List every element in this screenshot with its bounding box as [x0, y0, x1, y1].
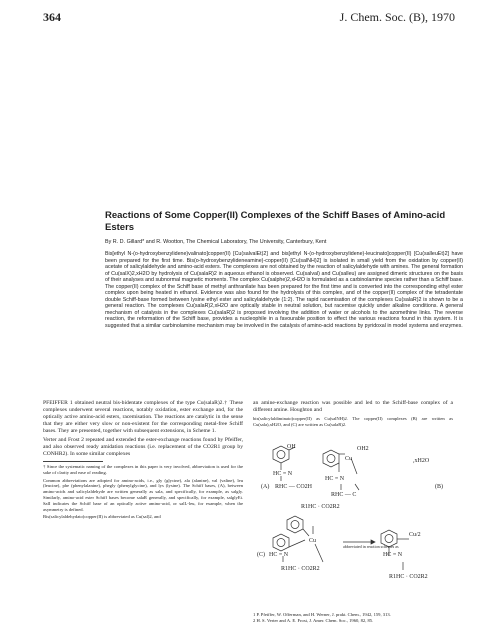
cu-label-b: Cu — [345, 456, 353, 462]
cu-label-c: Cu — [309, 538, 317, 544]
left-column — [43, 400, 243, 522]
cu2-label: Cu/2 — [409, 532, 421, 538]
benzene-ring-b — [323, 450, 339, 467]
abstract-text: Bis[ethyl N-(o-hydroxybenzylidene)valinato]copper(II) [Cu(salvalEt)2] and bis[ethyl N-(o-hydroxybenzylidene)-leucinato]copper(II) [Cu(salleuEt)2] have been prepared for the first time. Bis(o-hydroxybenzylideneamine)-copper(II) [Cu(salNH)2] is isolated in small yield from the oxidation by copper(II) acetate of salicylaldehyde and amino-acid esters. The complexes are not obtained by the reaction of salicylaldehyde with amines. The general formation of Cu(salX)2,xH2O by hydrolysis of Cu(salaR)2 in aqueous ethanol is observed. Cu(salval) and Cu(salleu) are assigned dimeric structures on the basis of their analyses and subnormal magnetic moments. The complex Cu(salphe)2,xH2O is formulated as a carbinolamine species rather than a Schiff base. The copper(II) complex of the Schiff base of methyl anthranilate has been prepared for the first time and is converted into the corresponding ethyl ester complex upon being heated in ethanol. Evidence was also found for the hydrolysis of this complex, and of the copper(II) complex of the tetradentate double Schiff-base formed between lysine ethyl ester and salicylaldehyde (1:2). The rapid racemisation of the complexes Cu(salaR)2 is shown to be a general reaction. The complexes Cu(salaR)2,xH2O are optically stable in neutral solution, but racemise quickly under alkaline conditions. A general mechanism of catalysis in the complexes Cu(salaR)2 is proposed involving the addition of water or alcohols to the azomethine links. The reverse reaction, the reformation of the Schiff base, provides a nucleophile in a favourable position to effect the various reactions found in this system. It is suggested that a similar carbinolamine mechanism may be involved in the catalysis of amino-acid reactions by pyridoxal in model systems and enzymes. — [105, 251, 463, 329]
article-title: Reactions of Some Copper(II) Complexes of the Schiff Bases of Amino-acid Esters — [105, 210, 446, 233]
oh2-label: OH2 — [357, 446, 369, 452]
hc-n-label: HC = N — [273, 471, 293, 477]
reference-2: 2 H. S. Verter and A. E. Frost, J. Amer. Chem. Soc., 1960, 82, 85. — [253, 617, 374, 623]
footnote: Common abbreviations are adopted for amino-acids, i.e., gly (glycine), ala (alanine), val (valine), leu (leucine), phe (phenylalanine), phegly (phenylglycine), and lys (lysine). The Schiff bases, (A), between amino-acids and salicylaldehyde are written generally as sala, and specifically, for example, as salgly. Similarly, amino-acid ester Schiff bases become salaR generally, and specifically, for example, salglyEt. SalI indicates the Schiff base of an optically active amino-acid, or salL-leu, for example, when the asymmetry is defined. — [43, 477, 243, 512]
oh-label: OH — [287, 444, 296, 450]
benzene-ring-c2 — [273, 534, 289, 551]
aromatic-circle-c2 — [277, 539, 285, 547]
r1hc-label-top: R1HC · CO2R2 — [301, 504, 340, 510]
aromatic-circle-d — [385, 535, 393, 543]
footnote: Bis(salicylaldehydato)copper(II) is abbreviated as Cu(sal)2, and — [43, 514, 161, 520]
body-paragraph: PFEIFFER 1 obtained neutral bis-bidentate complexes of the type Cu(salaR)2.† These complexes underwent several reactions, notably oxidation, ester exchange and, for the optically active amino-acid esters, racemisation. The reactions are catalytic in the sense that they are either very slow or non-existent for the corresponding metal-free Schiff bases. They are presented, together with subsequent extensions, in Scheme 1. — [43, 400, 243, 434]
abstract — [105, 251, 463, 329]
page-number: 364 — [43, 10, 61, 24]
hc-n-label-c: HC = N — [269, 552, 289, 558]
footnote-rule — [43, 461, 103, 462]
body-paragraph: an amine-exchange reaction was possible and led to the Schiff-base complex of a different amine. Houghton and — [253, 400, 453, 413]
label-b: (B) — [435, 484, 443, 490]
right-column — [253, 400, 453, 430]
reference-1: 1 P. Pfeiffer, W. Offerman, and H. Werner, J. prakt. Chem., 1942, 159, 313. — [253, 612, 391, 617]
journal-header: J. Chem. Soc. (B), 1970 — [339, 10, 455, 24]
label-c: (C) — [257, 552, 265, 558]
abbreviation-note: bis(salicylaldiminato)copper(II) as Cu(salNH)2. The copper(II) complexes (B) are written as Cu(sala),xH2O, and (C) are written as Cu(salaR)2. — [253, 416, 453, 427]
aromatic-circle-c1 — [291, 521, 299, 529]
body-paragraph: Verter and Frost 2 repeated and extended the ester-exchange reactions found by Pfeiffer, and also observed ready amidation reactions (i.e. replacement of the CO2R1 group by CONHR2). In some similar complexes — [43, 437, 243, 457]
hc-n-label-d: HC = N — [383, 552, 403, 558]
benzene-ring-c1 — [287, 516, 303, 533]
xh2o-label: ,xH2O — [413, 458, 430, 464]
references — [253, 612, 458, 624]
rhc-c-label: RHC — C — [331, 492, 357, 498]
abbreviation-caption: abbreviated in reaction schemes as — [343, 544, 399, 549]
aromatic-circle-b — [327, 455, 335, 463]
r1hc-label-bottom: R1HC · CO2R2 — [281, 566, 320, 572]
rhc-co2h-label: RHC — CO2H — [275, 484, 313, 490]
r1hc-label-d: R1HC · CO2R2 — [389, 574, 428, 580]
article-authors: By R. D. Gillard* and R. Wootton, The Chemical Laboratory, The University, Canterbury, Kent — [105, 239, 327, 245]
hc-n-label-b: HC = N — [325, 476, 345, 482]
aromatic-circle-a — [277, 451, 285, 459]
chemical-structures — [253, 444, 458, 612]
footnote: † Since the systematic naming of the complexes in this paper is very involved, abbreviation is used for the sake of clarity and ease of reading. — [43, 464, 243, 475]
label-a: (A) — [261, 484, 270, 490]
